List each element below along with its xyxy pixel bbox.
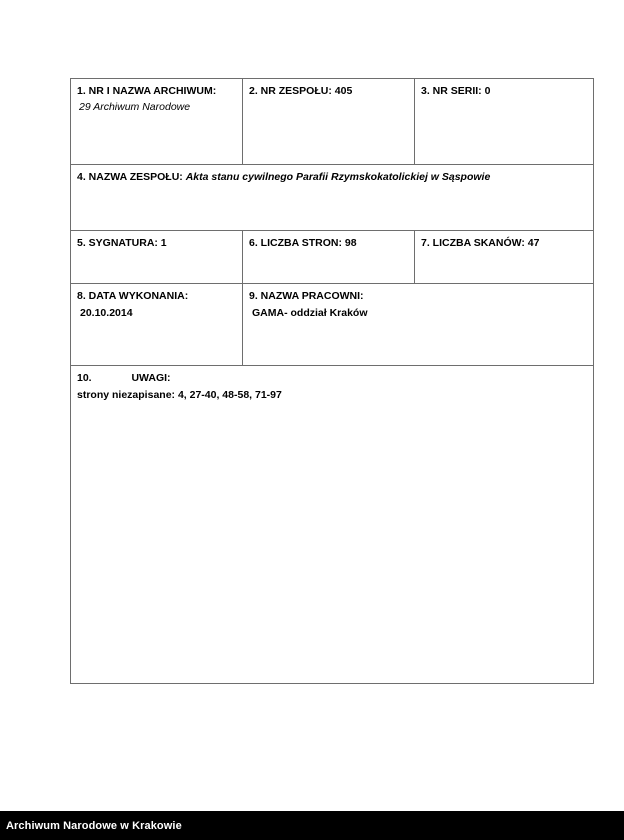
field-value-remarks: strony niezapisane: 4, 27-40, 48-58, 71-97 (77, 389, 282, 402)
field-cell-archive-name (71, 79, 243, 165)
table-row (71, 79, 594, 165)
field-label-workshop-name: 9. NAZWA PRACOWNI: (249, 290, 364, 302)
field-cell-execution-date (71, 284, 243, 366)
table-row (71, 231, 594, 284)
field-value-execution-date: 20.10.2014 (80, 307, 133, 320)
archive-metadata-form-table (70, 78, 594, 684)
field-cell-fonds-name (71, 165, 594, 231)
field-label-signature: 5. SYGNATURA: 1 (77, 237, 167, 249)
field-label-fonds-number: 2. NR ZESPOŁU: 405 (249, 85, 353, 97)
field-label-series-number: 3. NR SERII: 0 (421, 85, 491, 97)
field-value-fonds-name: Akta stanu cywilnego Parafii Rzymskokatolickiej w Sąspowie (185, 171, 491, 183)
table-row (71, 284, 594, 366)
field-cell-page-count (243, 231, 415, 284)
field-label-scan-count: 7. LICZBA SKANÓW: 47 (421, 237, 540, 249)
field-label-page-count: 6. LICZBA STRON: 98 (249, 237, 357, 249)
field-cell-workshop-name (243, 284, 594, 366)
field-cell-fonds-number (243, 79, 415, 165)
field-label-fonds-name: 4. NAZWA ZESPOŁU: (77, 171, 183, 183)
table-row (71, 165, 594, 231)
field-value-workshop-name: GAMA- oddział Kraków (252, 307, 368, 320)
field-label-execution-date: 8. DATA WYKONANIA: (77, 290, 189, 302)
field-label-archive-name: 1. NR I NAZWA ARCHIWUM: (77, 85, 217, 97)
table-row (71, 366, 594, 684)
field-value-archive-name: 29 Archiwum Narodowe (79, 101, 191, 114)
footer-bar (0, 811, 624, 840)
field-label-remarks-number: 10. (77, 372, 92, 384)
field-cell-remarks (71, 366, 594, 684)
field-cell-signature (71, 231, 243, 284)
field-label-remarks: UWAGI: (131, 372, 171, 384)
footer-institution-name: Archiwum Narodowe w Krakowie (6, 819, 182, 832)
field-cell-scan-count (415, 231, 594, 284)
field-cell-series-number (415, 79, 594, 165)
